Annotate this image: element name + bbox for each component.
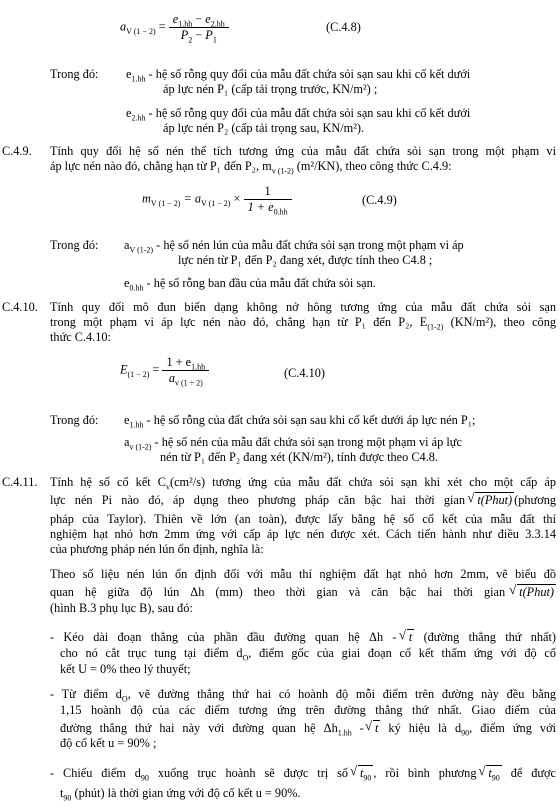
symbol: a [124, 435, 130, 449]
eq-symbol: e [205, 12, 211, 26]
where-item [124, 413, 475, 428]
paragraph-line: pháp của Taylor). Thiên về lớn (an toàn), được lấy bằng hệ số cố kết của mẫu đất thí [50, 512, 556, 526]
sqrt-expression [373, 720, 380, 736]
sqrt-expression [486, 765, 501, 781]
text: xuống trục hoành sẽ được trị số [148, 766, 349, 780]
subscript: (1-2) [427, 322, 444, 332]
eq-op: − [195, 12, 203, 26]
subscript: O [121, 694, 128, 704]
text: quan hệ giữa độ lún Δh (mm) theo thời gian và căn bậc hai thời gian [50, 585, 506, 599]
text: để được [501, 766, 556, 780]
text: (cm²/s) tương ứng của mẫu đất chứa sỏi sạn khi xét cho một cấp áp [169, 475, 557, 489]
text: (m²/KN), theo công thức C.4.9: [293, 159, 452, 173]
eq-symbol: e [172, 12, 179, 26]
where-intro: Trong đó: [50, 238, 99, 252]
text: - Kéo dài đoạn thẳng của phần đầu đường quan hệ Δh - [50, 630, 397, 644]
paragraph-line: Tính quy đổi mô đun biến dạng không nở hông tương ứng của mẫu đất chứa sỏi sạn [50, 300, 556, 314]
where-item-cont: nén từ P₁ đến P₂ đang xét (KN/m²), tính được theo C4.8. [160, 450, 439, 464]
clause-number: C.4.10. [2, 300, 38, 314]
text: - hệ số nén của mẫu đất chứa sỏi sạn trong một phạm vi áp lực [154, 435, 462, 449]
symbol: e [124, 413, 130, 427]
paragraph-line [50, 492, 556, 508]
text: (phút) là thời gian ứng với độ cố kết u = 90%. [71, 786, 301, 800]
eq-subscript: V (1 − 2) [150, 198, 181, 208]
text: cho nó cắt trục tung tại điểm d [60, 646, 243, 660]
eq-subscript: 1.hh [178, 19, 193, 29]
eq-subscript: 0.hh [273, 207, 288, 217]
subscript: 90 [140, 773, 149, 783]
text: lực nén Pi nào đó, áp dụng theo phương pháp căn bậc hai thời gian [50, 493, 466, 507]
eq-subscript: 2 [188, 35, 193, 45]
subscript: 1.hh [129, 420, 144, 430]
sqrt-content: t [359, 766, 364, 780]
text: - Từ điểm d [50, 687, 122, 701]
bullet-line [50, 629, 556, 645]
eq-symbol: P [205, 28, 213, 42]
text: - hệ số rỗng ban đầu của mẫu đất chứa sỏi sạn. [146, 276, 376, 290]
text: - hệ số nén lún của mẫu đất chứa sỏi sạn trong một phạm vi áp [156, 238, 464, 252]
sqrt-content: t [374, 721, 379, 735]
sqrt-expression [407, 629, 414, 645]
equation-label: (C.4.8) [326, 20, 361, 34]
eq-symbol: a [120, 19, 127, 34]
fraction [244, 184, 292, 215]
eq-symbol: = a [180, 191, 201, 206]
bullet-line [60, 786, 301, 801]
where-item [126, 67, 470, 82]
symbol: e [126, 106, 132, 120]
eq-subscript: (1 − 2) [127, 369, 150, 379]
numerator: 1 [244, 184, 292, 200]
eq-op: − [195, 28, 203, 42]
paragraph-line: nghiệm hạt nhỏ hơn 2mm ứng với cấp áp lực nén được xét. Cách tiến hành như điều 3.3.14 [50, 527, 556, 541]
sqrt-expression [358, 765, 373, 781]
text: đường thẳng thứ hai này với đường quan hệ Δh [60, 721, 338, 735]
denominator: 1 + e [247, 200, 274, 214]
subscript: v (1-2) [129, 442, 152, 452]
subscript: v [165, 482, 170, 492]
equation-label: (C.4.9) [362, 193, 397, 207]
sqrt-expression [517, 584, 556, 600]
text: - [351, 721, 364, 735]
paragraph-line: Theo số liệu nén lún ổn định đối với mẫu thí nghiệm đất hạt nhỏ hơn 2mm, vẽ biểu đồ [50, 567, 556, 581]
where-intro: Trong đó: [50, 67, 99, 81]
eq-subscript: 2.hh [210, 19, 225, 29]
bullet-line: 1,15 hoành độ của các điểm tương ứng trên đường thẳng thứ nhất. Giao điểm của [60, 703, 556, 717]
subscript: v (1-2) [271, 166, 294, 176]
paragraph-line: (hình B.3 phụ lục B), sau đó: [50, 601, 193, 615]
clause-number: C.4.9. [2, 144, 32, 158]
eq-subscript: 1.hh [191, 362, 206, 372]
where-item-cont: lực nén từ P₁ đến P₂ đang xét, được tính theo C4.8 ; [178, 253, 433, 267]
equation-label: (C.4.10) [284, 366, 325, 380]
numerator: 1 + e [166, 355, 192, 369]
subscript: 90 [491, 773, 500, 783]
symbol: e [126, 67, 132, 81]
text: - Chiếu điểm d [50, 766, 141, 780]
text: , rồi bình phương [373, 766, 477, 780]
eq-symbol: E [120, 362, 128, 377]
eq-symbol: P [180, 28, 189, 42]
paragraph-line: thức C.4.10: [50, 330, 111, 344]
sqrt-content: t(Phut) [519, 585, 555, 599]
bullet-line [60, 720, 556, 736]
text: - hệ số rỗng quy đổi của mẫu đất chứa sỏi sạn sau khi cố kết dưới [148, 106, 471, 120]
where-item [124, 238, 464, 253]
text: (KN/m²), theo công [443, 315, 556, 329]
eq-symbol: m [142, 191, 151, 206]
paragraph-line: Tính quy đổi hệ số nén thể tích tương ứng của mẫu đất chứa sỏi sạn trong một phạm vi [50, 144, 556, 158]
text: (đường thẳng thứ nhất) [423, 630, 557, 644]
paragraph-line [50, 159, 452, 174]
where-item [124, 276, 376, 291]
fraction [162, 355, 209, 386]
equation-c48 [120, 12, 229, 43]
text: trong một phạm vi áp lực nén nào đó, chẳng hạn từ P₁ đến P₂, E [50, 315, 428, 329]
eq-subscript: 1 [212, 35, 217, 45]
equation-c410 [120, 355, 209, 386]
subscript: 1.hh [131, 74, 146, 84]
text: - hệ số rỗng của đất chứa sỏi sạn sau khi cố kết dưới áp lực nén P₁; [146, 413, 476, 427]
eq-sign: = [158, 19, 169, 34]
sqrt-content: t [408, 630, 413, 644]
fraction [169, 12, 229, 43]
eq-subscript: V (1 − 2) [126, 26, 156, 36]
denominator: a [168, 371, 176, 385]
bullet-line: kết U = 0% theo lý thuyết; [60, 662, 191, 676]
clause-number: C.4.11. [2, 475, 38, 489]
subscript: 2.hh [131, 113, 146, 123]
eq-sign: = [149, 362, 163, 377]
text: , điểm ứng với [469, 721, 556, 735]
sqrt-expression [475, 492, 514, 508]
sqrt-content: t [488, 766, 492, 780]
bullet-line [50, 687, 556, 702]
subscript: O [242, 653, 249, 663]
text: , vẽ đường thẳng thứ hai có hoành độ mỗi điểm trên đường này đều bằng [127, 687, 557, 701]
text: ký hiệu là d [380, 721, 462, 735]
subscript: 90 [63, 793, 72, 803]
text: áp lực nén nào đó, chẳng hạn từ P₁ đến P₂, m [50, 159, 272, 173]
sqrt-content: t(Phut) [477, 493, 513, 507]
bullet-line: độ cố kết u = 90% ; [60, 736, 157, 750]
text: t [60, 786, 64, 800]
where-item [126, 106, 470, 121]
bullet-line [50, 765, 556, 781]
equation-c49 [142, 184, 292, 215]
where-item [124, 435, 462, 450]
eq-op: × [230, 191, 244, 206]
text: - hệ số rỗng quy đổi của mẫu đất chứa sỏi sạn sau khi cố kết dưới [148, 67, 471, 81]
subscript: 90 [363, 773, 372, 783]
text: , điểm gốc của giai đoạn cố kết thấm ứng với độ cố [248, 646, 556, 660]
paragraph-line: của phương pháp nén lún ổn định, nghĩa là: [50, 542, 264, 556]
where-intro: Trong đó: [50, 413, 99, 427]
bullet-line [60, 646, 556, 661]
text: (phương [514, 493, 557, 507]
paragraph-line [50, 584, 556, 600]
where-item-cont: áp lực nén P₁ (cấp tải trọng trước, KN/m²) ; [163, 82, 378, 96]
text: Tính hệ số cố kết C [50, 475, 166, 489]
where-item-cont: áp lực nén P₂ (cấp tải trọng sau, KN/m²). [163, 121, 365, 135]
subscript: V (1-2) [129, 245, 154, 255]
subscript: 1.hh [337, 728, 352, 738]
symbol: a [124, 238, 130, 252]
subscript: 90 [461, 728, 470, 738]
subscript: 0.hh [129, 283, 144, 293]
eq-subscript: v (1 ÷ 2) [175, 378, 203, 388]
eq-subscript: V (1 − 2) [200, 198, 231, 208]
paragraph-line [50, 475, 556, 490]
paragraph-line [50, 315, 556, 330]
symbol: e [124, 276, 130, 290]
